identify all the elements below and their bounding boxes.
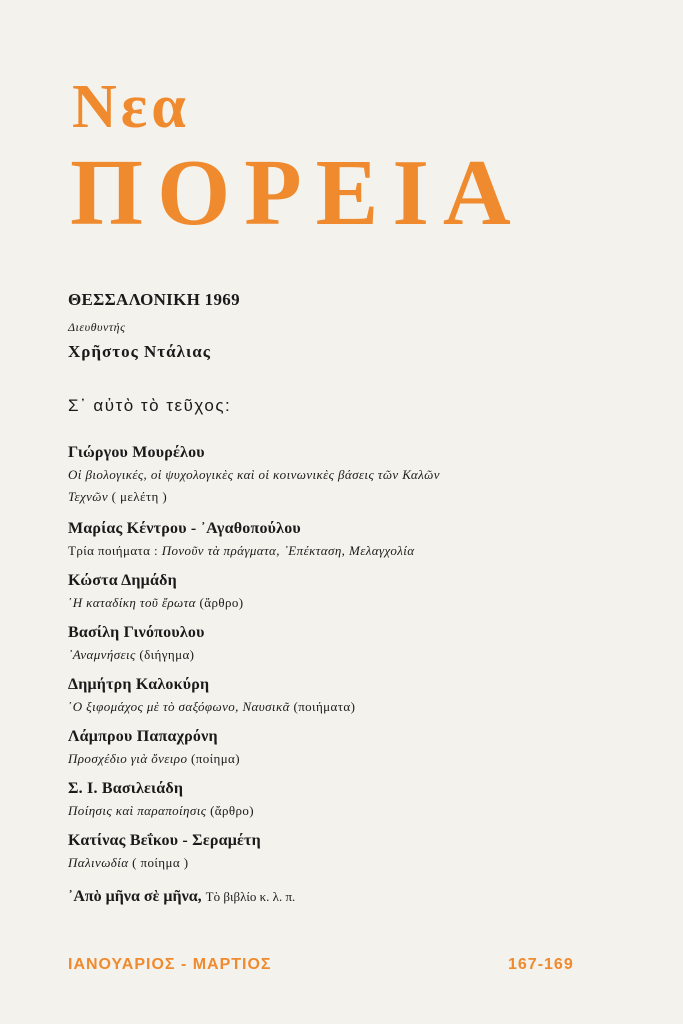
toc-work-line	[68, 696, 628, 718]
toc-entry	[68, 778, 628, 830]
masthead-title-line2: ΠΟΡΕΙΑ	[70, 141, 525, 245]
toc-work: Πονοῦν τὰ πράγματα, ᾽Επέκταση, Μελαγχολία	[161, 543, 415, 558]
director-name: Χρῆστος Ντάλιας	[68, 342, 211, 361]
toc-genre: ( ποίημα )	[132, 855, 189, 870]
toc-author: Δημήτρη Καλοκύρη	[68, 676, 210, 693]
toc-work-line	[68, 592, 628, 614]
toc-genre: (ποιήματα)	[293, 699, 356, 714]
toc-work: ῾Η καταδίκη τοῦ ἔρωτα	[68, 595, 196, 610]
monthly-section-desc: Τὸ βιβλίο κ. λ. π.	[205, 889, 296, 904]
toc-genre: ( μελέτη )	[111, 489, 168, 504]
toc-work-line2: Τεχνῶν	[68, 489, 109, 504]
toc-work-line	[68, 800, 628, 822]
toc-author: Γιώργου Μουρέλου	[68, 444, 205, 461]
toc-work: Προσχέδιο γιὰ ὄνειρο	[68, 751, 188, 766]
issue-numbers: 167-169	[508, 956, 574, 973]
toc-entry	[68, 622, 628, 674]
toc-work: Παλινωδία	[68, 855, 129, 870]
toc-work-line	[68, 644, 628, 666]
toc-work-prefix: Τρία ποιήματα :	[68, 543, 159, 558]
toc-entry	[68, 674, 628, 726]
toc-entry	[68, 570, 628, 622]
toc-work: Οἱ βιολογικές, οἱ ψυχολογικὲς καὶ οἱ κοινωνικὲς βάσεις τῶν Καλῶν	[68, 467, 440, 482]
monthly-section-line	[68, 888, 295, 906]
toc-genre: (ἄρθρο)	[199, 595, 244, 610]
toc-entry	[68, 518, 628, 570]
toc-author: Κώστα Δημάδη	[68, 572, 177, 589]
director-label: Διευθυντής	[68, 320, 126, 334]
toc-work: ῾Ο ξιφομάχος μὲ τὸ σαξόφωνο, Ναυσικᾶ	[68, 699, 290, 714]
toc-genre: (ποίημα)	[191, 751, 240, 766]
toc-work-line	[68, 852, 628, 874]
toc-work-line	[68, 540, 628, 562]
toc-work: Ποίησις καὶ παραποίησις	[68, 803, 207, 818]
table-of-contents	[68, 442, 628, 882]
toc-work-continued	[68, 486, 628, 508]
toc-author: Λάμπρου Παπαχρόνη	[68, 728, 218, 745]
contents-heading: Σ᾽ αὐτὸ τὸ τεῦχος:	[68, 396, 232, 415]
masthead-title-line1: Νεα	[72, 73, 190, 141]
toc-author: Κατίνας Βεΐκου - Σεραμέτη	[68, 832, 261, 849]
toc-genre: (ἄρθρο)	[210, 803, 255, 818]
issue-months: ΙΑΝΟΥΑΡΙΟΣ - ΜΑΡΤΙΟΣ	[68, 956, 272, 973]
toc-work: ᾽Αναμνήσεις	[68, 647, 136, 662]
toc-author: Βασίλη Γινόπουλου	[68, 624, 205, 641]
toc-author: Μαρίας Κέντρου - ᾽Αγαθοπούλου	[68, 520, 301, 537]
toc-entry	[68, 442, 628, 518]
toc-work-line	[68, 748, 628, 770]
city-year: ΘΕΣΣΑΛΟΝΙΚΗ 1969	[68, 290, 240, 309]
toc-author: Σ. Ι. Βασιλειάδη	[68, 780, 184, 797]
toc-entry	[68, 726, 628, 778]
toc-entry	[68, 830, 628, 882]
toc-genre: (διήγημα)	[139, 647, 195, 662]
monthly-section-title: ᾽Απὸ μῆνα σὲ μῆνα,	[68, 888, 202, 905]
